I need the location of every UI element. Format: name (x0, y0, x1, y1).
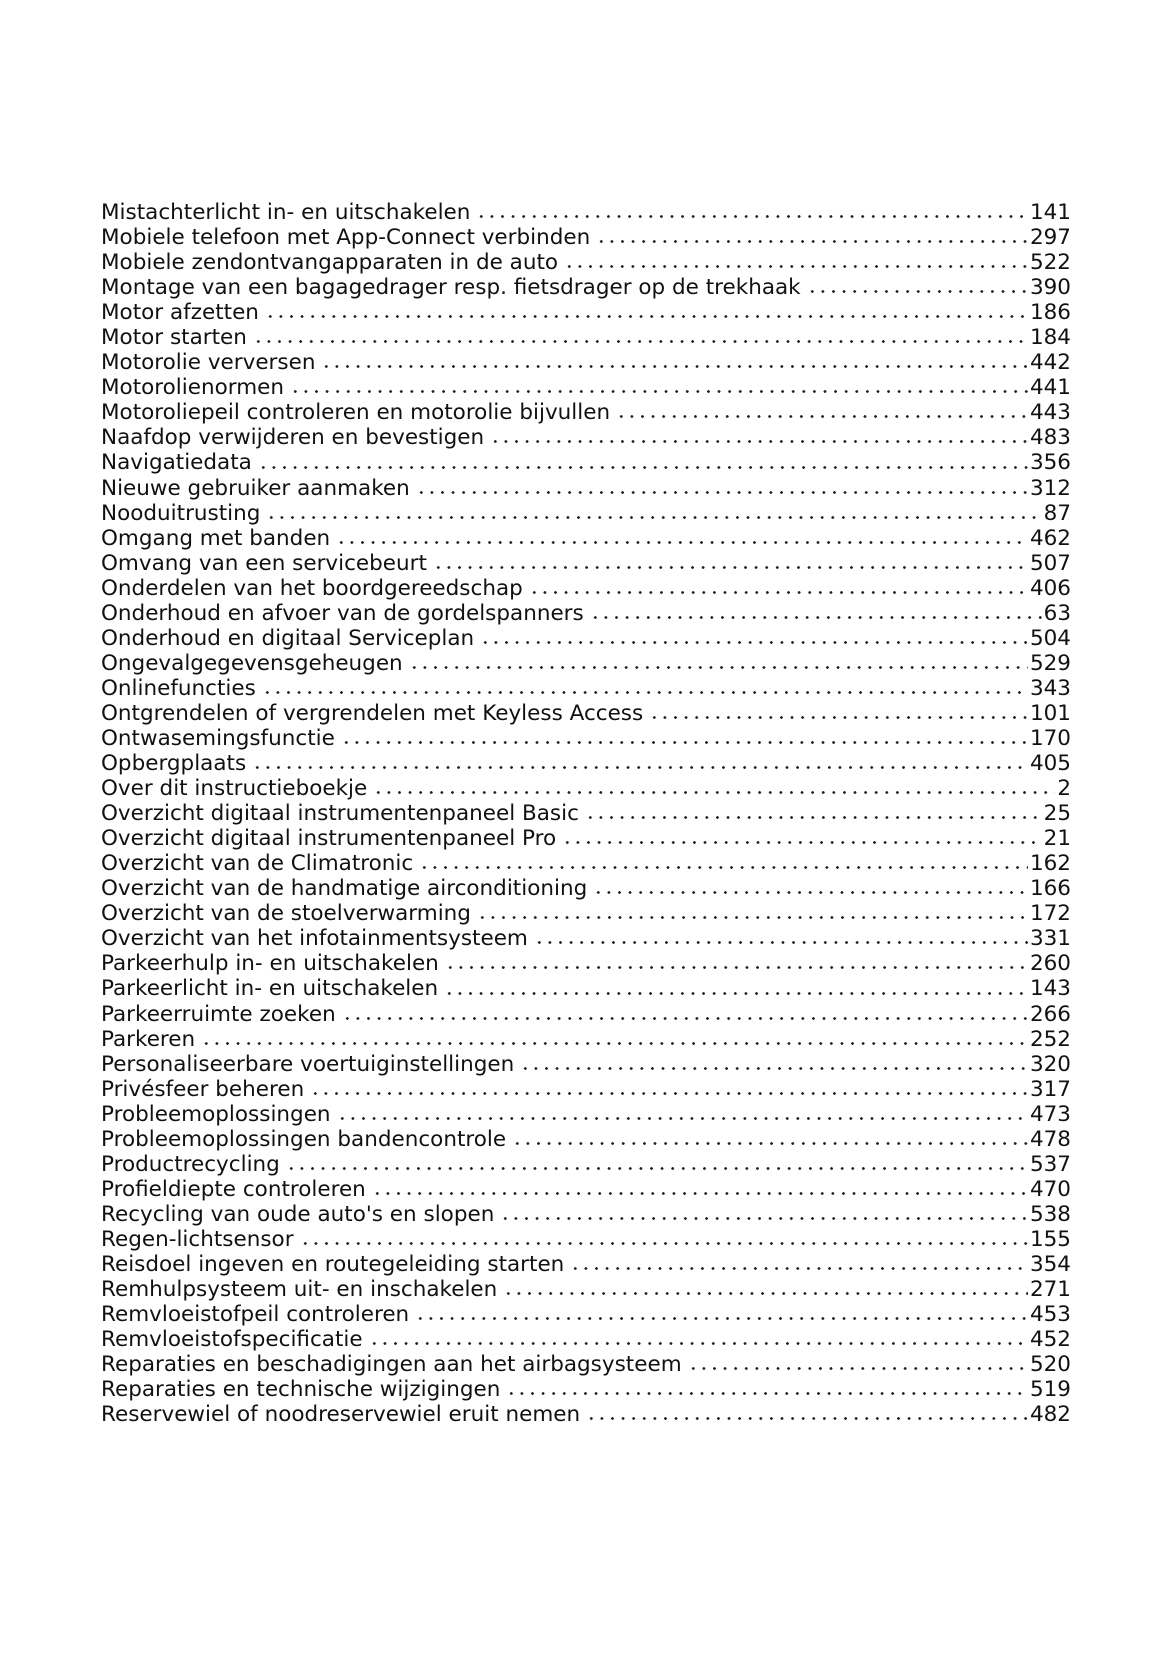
dot-leader (300, 1242, 1028, 1245)
index-entry-page-number[interactable]: 21 (1043, 826, 1071, 852)
index-entry-title: Omgang met banden (101, 525, 331, 551)
index-entry[interactable] (101, 476, 1071, 501)
index-entry-title: Probleemoplossingen (101, 1101, 331, 1127)
index-entry-title: Parkeerhulp in- en uitschakelen (101, 951, 439, 977)
index-entry[interactable] (101, 726, 1071, 751)
index-entry-title: Overzicht van de handmatige airconditioning (101, 876, 588, 902)
index-entry[interactable] (101, 526, 1071, 551)
dot-leader (321, 365, 1027, 368)
index-entry[interactable] (101, 826, 1071, 851)
index-entry-title: Ontwasemingsfunctie (101, 725, 335, 751)
index-entry-page-number[interactable]: 482 (1029, 1402, 1071, 1428)
dot-leader (500, 1217, 1028, 1220)
index-entry-page-number[interactable]: 170 (1029, 725, 1071, 751)
dot-leader (336, 541, 1028, 544)
index-entry-title: Overzicht van het infotainmentsysteem (101, 926, 528, 952)
index-entry[interactable] (101, 200, 1071, 225)
index-entry-title: Regen-lichtsensor (101, 1226, 294, 1252)
dot-leader (337, 1117, 1028, 1120)
index-entry[interactable] (101, 626, 1071, 651)
index-entry-page-number[interactable]: 470 (1029, 1176, 1071, 1202)
index-entry-page-number[interactable]: 406 (1029, 575, 1071, 601)
index-entry-page-number[interactable]: 520 (1029, 1352, 1071, 1378)
index-entry-page-number[interactable]: 260 (1029, 951, 1071, 977)
dot-leader (433, 566, 1028, 569)
index-entry-title: Remvloeistofpeil controleren (101, 1302, 410, 1328)
index-entry-page-number[interactable]: 483 (1029, 425, 1071, 451)
index-entry-page-number[interactable]: 312 (1029, 475, 1071, 501)
dot-leader (369, 1342, 1028, 1345)
dot-leader (688, 1367, 1028, 1370)
dot-leader (290, 390, 1028, 393)
dot-leader (586, 1417, 1028, 1420)
index-entry-page-number[interactable]: 25 (1043, 801, 1071, 827)
index-entry-page-number[interactable]: 141 (1029, 200, 1071, 225)
index-entry-page-number[interactable]: 297 (1029, 225, 1071, 251)
index-entry-title: Onderdelen van het boordgereedschap (101, 575, 523, 601)
index-entry-page-number[interactable]: 473 (1029, 1101, 1071, 1127)
dot-leader (512, 1142, 1028, 1145)
index-entry[interactable] (101, 576, 1071, 601)
index-entry[interactable] (101, 901, 1071, 926)
index-entry-title: Omvang van een servicebeurt (101, 550, 427, 576)
index-entry[interactable] (101, 676, 1071, 701)
index-entry-page-number[interactable]: 390 (1029, 275, 1071, 301)
dot-leader (480, 641, 1028, 644)
index-entry-page-number[interactable]: 331 (1029, 926, 1071, 952)
index-entry-page-number[interactable]: 2 (1057, 776, 1071, 802)
index-entry-page-number[interactable]: 478 (1029, 1126, 1071, 1152)
index-entry-page-number[interactable]: 172 (1029, 901, 1071, 927)
index-entry-title: Remvloeistofspecificatie (101, 1327, 363, 1353)
index-entry-title: Overzicht van de Climatronic (101, 851, 414, 877)
index-entry-title: Reparaties en beschadigingen aan het airbagsysteem (101, 1352, 682, 1378)
index-entry-title: Overzicht digitaal instrumentenpaneel Basic (101, 801, 579, 827)
index-entry-title: Probleemoplossingen bandencontrole (101, 1126, 507, 1152)
index-entry[interactable] (101, 876, 1071, 901)
index-entry-title: Nooduitrusting (101, 500, 261, 526)
index-entry[interactable] (101, 325, 1071, 350)
index-entry-title: Onlinefuncties (101, 675, 256, 701)
dot-leader (520, 1067, 1028, 1070)
index-entry-title: Ontgrendelen of vergrendelen met Keyless Access (101, 700, 644, 726)
index-entry-title: Naafdop verwijderen en bevestigen (101, 425, 485, 451)
index-entry-page-number[interactable]: 522 (1029, 250, 1071, 276)
dot-leader (262, 691, 1028, 694)
dot-leader (490, 440, 1028, 443)
index-entry[interactable] (101, 751, 1071, 776)
index-entry[interactable] (101, 1252, 1071, 1277)
index-entry-page-number[interactable]: 507 (1029, 550, 1071, 576)
index-entry[interactable] (101, 1052, 1071, 1077)
index-entry-title: Parkeerruimte zoeken (101, 1001, 336, 1027)
dot-leader (341, 741, 1028, 744)
index-entry-title: Privésfeer beheren (101, 1076, 305, 1102)
index-entry-page-number[interactable]: 537 (1029, 1151, 1071, 1177)
index-entry[interactable] (101, 275, 1071, 300)
index-entry-title: Productrecycling (101, 1151, 280, 1177)
index-entry-title: Mistachterlicht in- en uitschakelen (101, 200, 471, 225)
dot-leader (807, 290, 1028, 293)
index-entry[interactable] (101, 1102, 1071, 1127)
index-entry-title: Personaliseerbare voertuiginstellingen (101, 1051, 515, 1077)
index-entry-page-number[interactable]: 405 (1029, 751, 1071, 777)
index-entry[interactable] (101, 225, 1071, 250)
index-entry[interactable] (101, 400, 1071, 425)
index-entry-page-number[interactable]: 452 (1029, 1327, 1071, 1353)
index-entry-page-number[interactable]: 354 (1029, 1251, 1071, 1277)
index-entry-title: Overzicht digitaal instrumentenpaneel Pro (101, 826, 557, 852)
index-entry-page-number[interactable]: 443 (1029, 400, 1071, 426)
index-entry-page-number[interactable]: 317 (1029, 1076, 1071, 1102)
index-entry[interactable] (101, 1177, 1071, 1202)
index-entry[interactable] (101, 300, 1071, 325)
dot-leader (265, 315, 1028, 318)
dot-leader (286, 1167, 1028, 1170)
dot-leader (310, 1092, 1028, 1095)
index-entry-page-number[interactable]: 162 (1029, 851, 1071, 877)
dot-leader (570, 1267, 1028, 1270)
index-entry-title: Reparaties en technische wijzigingen (101, 1377, 501, 1403)
index-entry-page-number[interactable]: 101 (1029, 700, 1071, 726)
dot-leader (419, 866, 1028, 869)
index-entry-page-number[interactable]: 63 (1043, 600, 1071, 626)
index-entry[interactable] (101, 1402, 1071, 1427)
index-entry[interactable] (101, 651, 1071, 676)
index-entry[interactable] (101, 1002, 1071, 1027)
dot-leader (562, 841, 1042, 844)
index-entry-page-number[interactable]: 504 (1029, 625, 1071, 651)
index-entry[interactable] (101, 976, 1071, 1001)
index-entry-page-number[interactable]: 166 (1029, 876, 1071, 902)
index-entry-title: Motorolie verversen (101, 350, 316, 376)
dot-leader (416, 491, 1028, 494)
index-entry[interactable] (101, 1277, 1071, 1302)
index-entry[interactable] (101, 1127, 1071, 1152)
dot-leader (616, 415, 1028, 418)
index-entry[interactable] (101, 1027, 1071, 1052)
index-entry[interactable] (101, 851, 1071, 876)
dot-leader (342, 1017, 1028, 1020)
index-entry[interactable] (101, 601, 1071, 626)
index-entry[interactable] (101, 425, 1071, 450)
index-entry-title: Ongevalgegevensgeheugen (101, 650, 403, 676)
index-entry[interactable] (101, 1352, 1071, 1377)
index-entry-page-number[interactable]: 538 (1029, 1201, 1071, 1227)
dot-leader (266, 516, 1041, 519)
dot-leader (258, 466, 1028, 469)
index-entry[interactable] (101, 450, 1071, 475)
dot-leader (564, 265, 1028, 268)
index-entry[interactable] (101, 501, 1071, 526)
index-entry-title: Navigatiedata (101, 450, 252, 476)
index-entry-page-number[interactable]: 155 (1029, 1226, 1071, 1252)
index-entry[interactable] (101, 1377, 1071, 1402)
index-entry[interactable] (101, 1077, 1071, 1102)
dot-leader (409, 666, 1028, 669)
index-entry-title: Mobiele telefoon met App-Connect verbinden (101, 225, 591, 251)
dot-leader (252, 766, 1028, 769)
dot-leader (593, 891, 1028, 894)
dot-leader (476, 215, 1028, 218)
index-entry[interactable] (101, 1327, 1071, 1352)
index-entry[interactable] (101, 1202, 1071, 1227)
index-entry-title: Profieldiepte controleren (101, 1176, 366, 1202)
dot-leader (503, 1292, 1028, 1295)
dot-leader (477, 916, 1028, 919)
index-entry-title: Motor starten (101, 325, 247, 351)
index-entry[interactable] (101, 701, 1071, 726)
index-entry-page-number[interactable]: 87 (1043, 500, 1071, 526)
index-entry-page-number[interactable]: 356 (1029, 450, 1071, 476)
dot-leader (201, 1042, 1028, 1045)
dot-leader (590, 616, 1042, 619)
index-entry-page-number[interactable]: 529 (1029, 650, 1071, 676)
index-entry-title: Onderhoud en afvoer van de gordelspanners (101, 600, 584, 626)
dot-leader (415, 1317, 1028, 1320)
index-entry-title: Motorolienormen (101, 375, 285, 401)
dot-leader (444, 992, 1028, 995)
dot-leader (506, 1392, 1028, 1395)
index-entry-page-number[interactable]: 441 (1029, 375, 1071, 401)
index-entry-title: Onderhoud en digitaal Serviceplan (101, 625, 475, 651)
dot-leader (529, 591, 1028, 594)
dot-leader (445, 966, 1028, 969)
index-entry-page-number[interactable]: 453 (1029, 1302, 1071, 1328)
index-entry-title: Parkeren (101, 1026, 196, 1052)
index-entry-page-number[interactable]: 462 (1029, 525, 1071, 551)
index-entry-title: Parkeerlicht in- en uitschakelen (101, 976, 439, 1002)
dot-leader (253, 340, 1028, 343)
index-entry-page-number[interactable]: 143 (1029, 976, 1071, 1002)
dot-leader (585, 816, 1042, 819)
index-entry[interactable] (101, 375, 1071, 400)
index-entry-title: Reservewiel of noodreservewiel eruit nemen (101, 1402, 581, 1428)
index-entry[interactable] (101, 1302, 1071, 1327)
index-entry[interactable] (101, 926, 1071, 951)
index-entry-page-number[interactable]: 184 (1029, 325, 1071, 351)
index-entry[interactable] (101, 776, 1071, 801)
index-entry-page-number[interactable]: 186 (1029, 300, 1071, 326)
index-entry-page-number[interactable]: 442 (1029, 350, 1071, 376)
index-entry[interactable] (101, 551, 1071, 576)
index-entry-title: Reisdoel ingeven en routegeleiding starten (101, 1251, 565, 1277)
index-entry-page-number[interactable]: 266 (1029, 1001, 1071, 1027)
dot-leader (649, 716, 1028, 719)
index-entry-title: Over dit instructieboekje (101, 776, 368, 802)
dot-leader (373, 791, 1055, 794)
index-list (101, 200, 1071, 1427)
index-entry-title: Mobiele zendontvangapparaten in de auto (101, 250, 559, 276)
index-entry-page-number[interactable]: 320 (1029, 1051, 1071, 1077)
index-entry-page-number[interactable]: 252 (1029, 1026, 1071, 1052)
index-entry-page-number[interactable]: 519 (1029, 1377, 1071, 1403)
index-entry[interactable] (101, 1152, 1071, 1177)
dot-leader (596, 240, 1028, 243)
index-entry-title: Recycling van oude auto's en slopen (101, 1201, 495, 1227)
dot-leader (372, 1192, 1028, 1195)
index-entry-page-number[interactable]: 271 (1029, 1277, 1071, 1303)
index-entry[interactable] (101, 951, 1071, 976)
index-entry-title: Montage van een bagagedrager resp. fietsdrager op de trekhaak (101, 275, 801, 301)
index-entry-title: Motoroliepeil controleren en motorolie bijvullen (101, 400, 611, 426)
index-entry-title: Overzicht van de stoelverwarming (101, 901, 471, 927)
index-entry[interactable] (101, 1227, 1071, 1252)
index-entry[interactable] (101, 350, 1071, 375)
index-entry-title: Opbergplaats (101, 751, 247, 777)
index-entry-title: Remhulpsysteem uit- en inschakelen (101, 1277, 498, 1303)
index-entry[interactable] (101, 250, 1071, 275)
dot-leader (534, 941, 1028, 944)
index-entry-title: Nieuwe gebruiker aanmaken (101, 475, 410, 501)
index-entry-page-number[interactable]: 343 (1029, 675, 1071, 701)
index-entry[interactable] (101, 801, 1071, 826)
index-entry-title: Motor afzetten (101, 300, 259, 326)
